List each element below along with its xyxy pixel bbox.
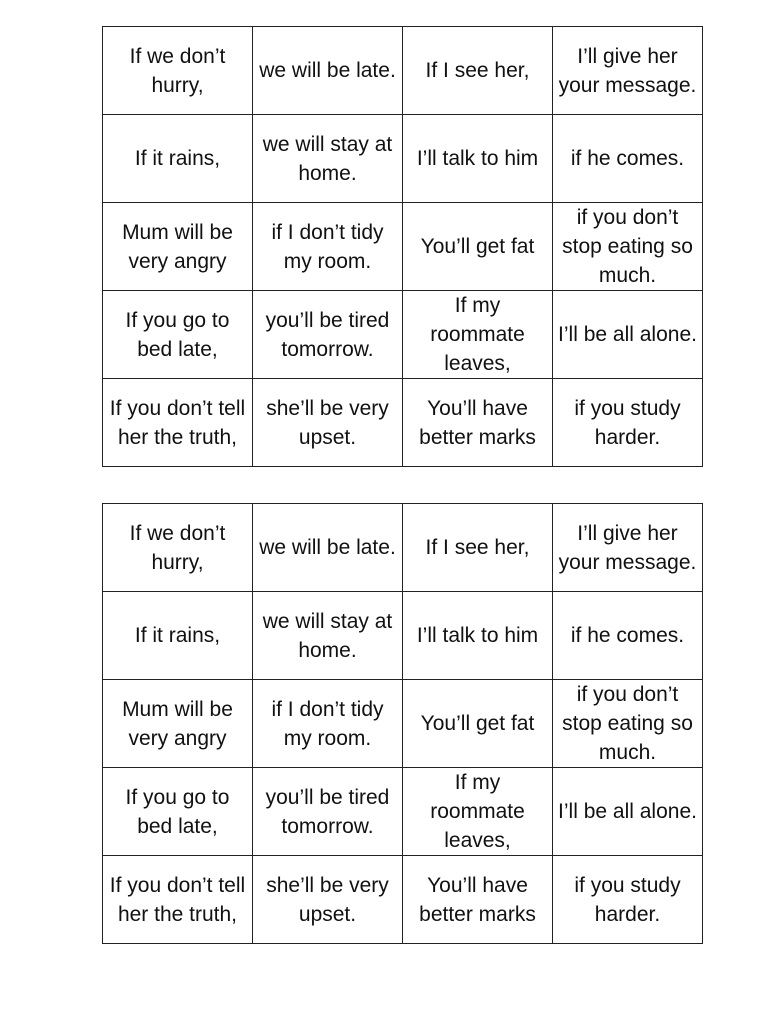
table-row — [103, 768, 703, 856]
card-cell: if you study harder. — [553, 856, 703, 944]
card-table-2 — [102, 503, 703, 944]
table-row — [103, 592, 703, 680]
card-cell: you’ll be tired tomorrow. — [253, 291, 403, 379]
card-cell: If we don’t hurry, — [103, 504, 253, 592]
card-cell: you’ll be tired tomorrow. — [253, 768, 403, 856]
card-cell: If my roommate leaves, — [403, 291, 553, 379]
card-cell: if I don’t tidy my room. — [253, 203, 403, 291]
card-cell: if he comes. — [553, 115, 703, 203]
card-cell: I’ll talk to him — [403, 592, 553, 680]
card-cell: we will stay at home. — [253, 592, 403, 680]
table-row — [103, 856, 703, 944]
table-row — [103, 27, 703, 115]
card-cell: if you don’t stop eating so much. — [553, 680, 703, 768]
card-cell: You’ll have better marks — [403, 856, 553, 944]
card-cell: If you don’t tell her the truth, — [103, 379, 253, 467]
card-cell: if he comes. — [553, 592, 703, 680]
card-cell: You’ll have better marks — [403, 379, 553, 467]
table-row — [103, 504, 703, 592]
card-cell: she’ll be very upset. — [253, 856, 403, 944]
card-cell: we will be late. — [253, 504, 403, 592]
card-cell: If it rains, — [103, 115, 253, 203]
card-cell: Mum will be very angry — [103, 203, 253, 291]
card-cell: we will stay at home. — [253, 115, 403, 203]
card-cell: If you don’t tell her the truth, — [103, 856, 253, 944]
card-cell: if you don’t stop eating so much. — [553, 203, 703, 291]
card-cell: I’ll be all alone. — [553, 291, 703, 379]
card-cell: I’ll be all alone. — [553, 768, 703, 856]
card-table-1 — [102, 26, 703, 467]
table-row — [103, 680, 703, 768]
card-cell: If I see her, — [403, 504, 553, 592]
card-cell: I’ll give her your message. — [553, 504, 703, 592]
card-cell: we will be late. — [253, 27, 403, 115]
card-cell: If you go to bed late, — [103, 768, 253, 856]
card-cell: if I don’t tidy my room. — [253, 680, 403, 768]
card-cell: Mum will be very angry — [103, 680, 253, 768]
card-cell: I’ll talk to him — [403, 115, 553, 203]
card-cell: I’ll give her your message. — [553, 27, 703, 115]
table-row — [103, 379, 703, 467]
card-cell: If my roommate leaves, — [403, 768, 553, 856]
card-cell: If it rains, — [103, 592, 253, 680]
table-row — [103, 291, 703, 379]
card-cell: If I see her, — [403, 27, 553, 115]
card-cell: You’ll get fat — [403, 203, 553, 291]
card-cell: If we don’t hurry, — [103, 27, 253, 115]
card-cell: she’ll be very upset. — [253, 379, 403, 467]
card-cell: if you study harder. — [553, 379, 703, 467]
card-cell: If you go to bed late, — [103, 291, 253, 379]
table-row — [103, 203, 703, 291]
table-row — [103, 115, 703, 203]
card-cell: You’ll get fat — [403, 680, 553, 768]
